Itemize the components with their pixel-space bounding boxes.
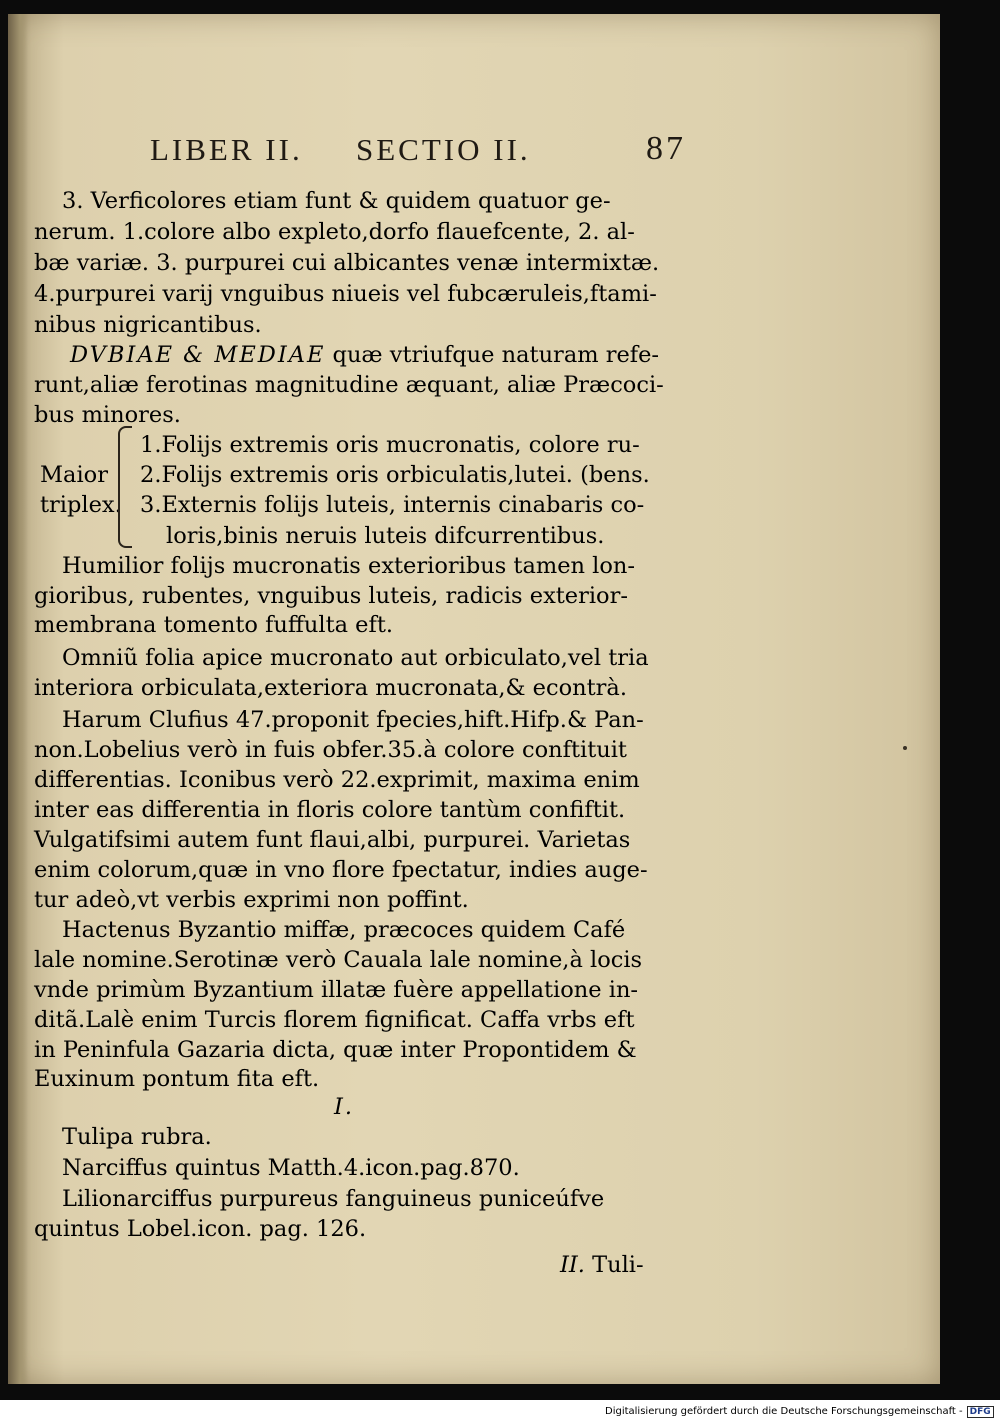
- text-line: Omniũ folia apice mucronato aut orbiculato,vel tria: [62, 645, 649, 671]
- text-line: membrana tomento fuffulta eft.: [34, 612, 394, 638]
- dfg-logo: DFG: [967, 1406, 994, 1418]
- brace-label-top: Maior: [40, 462, 108, 488]
- paper-speck: [903, 746, 907, 750]
- text-line: Lilionarciffus purpureus fanguineus puniceúfve: [62, 1186, 605, 1212]
- dubiae-line: [70, 340, 659, 370]
- text-line: 2.Folijs extremis oris orbiculatis,lutei. (bens.: [140, 462, 650, 488]
- text-line: tur adeò,vt verbis exprimi non poffint.: [34, 887, 469, 913]
- text-line: ditã.Lalè enim Turcis florem fignificat. Caffa vrbs eft: [34, 1007, 635, 1033]
- text-line: in Peninfula Gazaria dicta, quæ inter Propontidem &: [34, 1037, 637, 1063]
- text-line: Tulipa rubra.: [62, 1124, 212, 1150]
- running-header: [150, 132, 690, 176]
- page-number: 87: [646, 130, 686, 167]
- text-line: 4.purpurei varij vnguibus niueis vel fubcæruleis,ftami-: [34, 281, 657, 307]
- dubiae-text: quæ vtriufque naturam refe-: [325, 342, 660, 368]
- text-line: Euxinum pontum fita eft.: [34, 1066, 320, 1092]
- text-line: gioribus, rubentes, vnguibus luteis, radicis exterior-: [34, 583, 628, 609]
- catchword-numeral: II.: [560, 1252, 585, 1278]
- text-line: vnde primùm Byzantium illatæ fuère appellatione in-: [34, 977, 639, 1003]
- text-line: bæ variæ. 3. purpurei cui albicantes venæ intermixtæ.: [34, 250, 660, 276]
- curly-brace: [118, 426, 132, 548]
- text-line: Humilior folijs mucronatis exterioribus tamen lon-: [62, 553, 635, 579]
- text-line: bus minores.: [34, 402, 181, 428]
- text-line: nerum. 1.colore albo expleto,dorfo flauefcente, 2. al-: [34, 219, 635, 245]
- text-line: Hactenus Byzantio miffæ, præcoces quidem Café: [62, 917, 626, 943]
- catchword: [560, 1250, 644, 1280]
- page-spine-shadow: [8, 14, 28, 1384]
- text-line: 1.Folijs extremis oris mucronatis, colore ru-: [140, 432, 640, 458]
- header-book: LIBER II.: [150, 132, 303, 167]
- dubiae-heading: DVBIAE & MEDIAE: [70, 342, 326, 368]
- text-line: Vulgatifsimi autem funt flaui,albi, purpurei. Varietas: [34, 827, 631, 853]
- text-line: interiora orbiculata,exteriora mucronata,& econtrà.: [34, 675, 627, 701]
- digitization-footer: [605, 1406, 994, 1420]
- text-line: non.Lobelius verò in fuis obfer.35.à colore conftituit: [34, 737, 627, 763]
- text-line: lale nomine.Serotinæ verò Cauala lale nomine,à locis: [34, 947, 643, 973]
- footer-text: Digitalisierung gefördert durch die Deutsche Forschungsgemeinschaft -: [605, 1406, 963, 1417]
- text-line: Narciffus quintus Matth.4.icon.pag.870.: [62, 1155, 520, 1181]
- brace-label-bottom: triplex.: [40, 492, 122, 518]
- text-line: differentias. Iconibus verò 22.exprimit, maxima enim: [34, 767, 640, 793]
- section-numeral: I.: [334, 1094, 355, 1120]
- text-line: Harum Clufius 47.proponit fpecies,hift.Hifp.& Pan-: [62, 707, 644, 733]
- text-line: inter eas differentia in floris colore tantùm confiftit.: [34, 797, 626, 823]
- text-line: quintus Lobel.icon. pag. 126.: [34, 1216, 367, 1242]
- text-line: runt,aliæ ferotinas magnitudine æquant, aliæ Præcoci-: [34, 372, 664, 398]
- text-line: 3. Verficolores etiam funt & quidem quatuor ge-: [62, 188, 611, 214]
- text-line: nibus nigricantibus.: [34, 312, 262, 338]
- catchword-word: Tuli-: [584, 1252, 644, 1278]
- text-line: loris,binis neruis luteis difcurrentibus.: [166, 523, 605, 549]
- text-line: 3.Externis folijs luteis, internis cinabaris co-: [140, 492, 645, 518]
- header-section: SECTIO II.: [356, 132, 531, 167]
- text-line: enim colorum,quæ in vno flore fpectatur, indies auge-: [34, 857, 648, 883]
